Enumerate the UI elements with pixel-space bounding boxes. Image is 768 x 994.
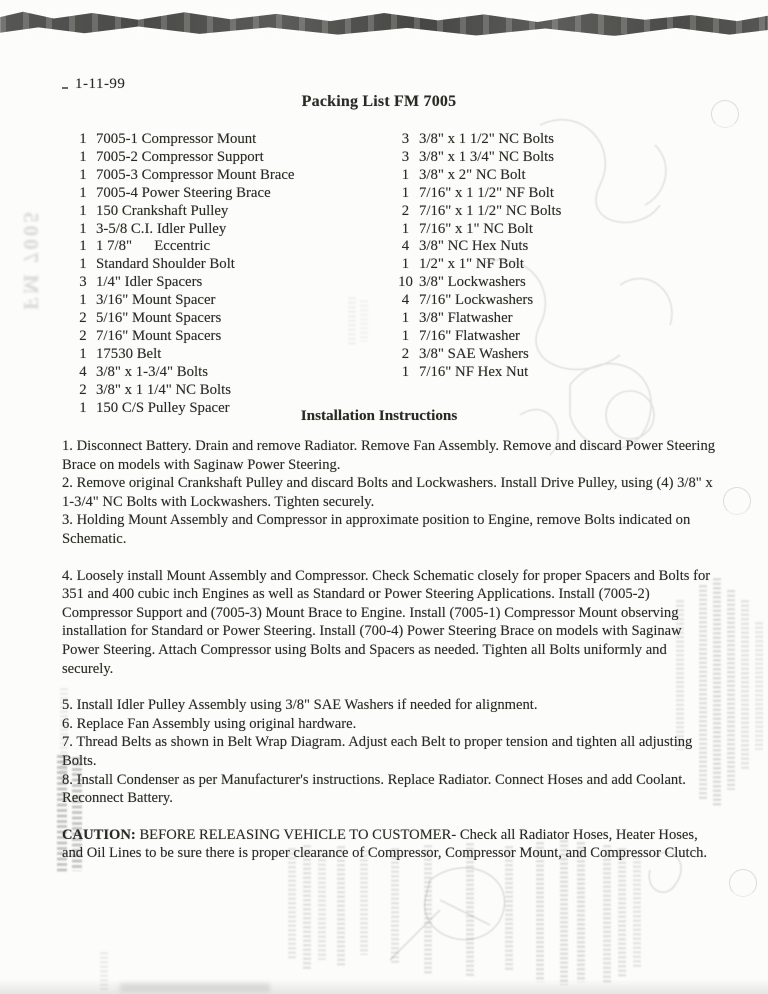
bleedthrough-column bbox=[755, 622, 763, 750]
item-desc: 150 C/S Pulley Spacer bbox=[96, 399, 230, 416]
bleedthrough-column bbox=[577, 842, 585, 982]
bleedthrough-column bbox=[348, 297, 356, 345]
packing-list-item bbox=[395, 328, 561, 346]
item-desc: 150 Crankshaft Pulley bbox=[96, 202, 229, 219]
packing-list-item bbox=[75, 221, 295, 239]
item-qty: 2 bbox=[401, 202, 410, 219]
instruction-step: 1. Disconnect Battery. Drain and remove Radiator. Remove Fan Assembly. Remove and discard Power Steering Brace on models with Saginaw Power Steering. bbox=[62, 438, 716, 473]
instructions-body bbox=[62, 437, 717, 863]
bleedthrough-column bbox=[466, 843, 474, 978]
packing-list-item bbox=[75, 149, 295, 167]
bleedthrough-column bbox=[536, 842, 544, 982]
item-desc: 7/16" Lockwashers bbox=[419, 292, 534, 309]
instruction-step: 4. Loosely install Mount Assembly and Compressor. Check Schematic closely for proper Spacers and Bolts for 351 and 400 cubic inch Engines as well as Standard or Power Steering Applications. Install (7005-2) Compressor Support and (7005-3) Mount Brace to Engine. Install (7005-1) Compressor Mount observing installation for Standard or Power Steering. Install (700-4) Power Steering Brace on models with Saginaw Power Steering. Attach Compressor using Bolts and Spacers as needed. Tighten all Bolts uniformly and securely. bbox=[62, 567, 711, 677]
item-qty: 3 bbox=[401, 148, 410, 165]
item-qty: 1 bbox=[79, 292, 87, 309]
item-desc: 3/8" x 1 3/4" NC Bolts bbox=[419, 148, 554, 165]
item-qty: 3 bbox=[79, 274, 87, 291]
item-desc: 1 7/8" Eccentric bbox=[96, 238, 211, 255]
item-qty: 2 bbox=[401, 345, 410, 362]
item-desc: 17530 Belt bbox=[96, 345, 162, 362]
bleedthrough-column bbox=[391, 848, 399, 963]
item-desc: 7/16" x 1" NC Bolt bbox=[419, 220, 534, 237]
packing-list-left-column bbox=[75, 131, 295, 418]
item-desc: 7005-1 Compressor Mount bbox=[96, 131, 257, 147]
item-desc: 7005-3 Compressor Mount Brace bbox=[96, 166, 295, 183]
item-qty: 1 bbox=[401, 256, 410, 273]
item-qty: 1 bbox=[79, 345, 87, 362]
item-qty: 4 bbox=[401, 292, 410, 309]
item-desc: 3/8" Lockwashers bbox=[419, 274, 526, 291]
item-desc: 1/2" x 1" NF Bolt bbox=[419, 256, 524, 273]
item-desc: 7005-2 Compressor Support bbox=[96, 148, 264, 165]
item-desc: 3/8" x 2" NC Bolt bbox=[419, 166, 526, 183]
item-qty: 1 bbox=[79, 238, 87, 255]
item-desc: 3/8" NC Hex Nuts bbox=[419, 238, 529, 255]
item-qty: 2 bbox=[79, 327, 87, 344]
bleedthrough-column bbox=[741, 600, 749, 770]
bleedthrough-column bbox=[360, 300, 368, 342]
item-qty: 1 bbox=[79, 166, 87, 183]
caution-text: BEFORE RELEASING VEHICLE TO CUSTOMER- Check all Radiator Hoses, Heater Hoses, and Oil Lines to be sure there is proper clearance of Compressor, Compressor Mount, and Compressor Clutch. bbox=[62, 826, 708, 862]
item-desc: 3/8" x 1 1/4" NC Bolts bbox=[96, 381, 231, 398]
item-desc: 7/16" x 1 1/2" NC Bolts bbox=[419, 202, 562, 219]
packing-list-item bbox=[395, 167, 561, 185]
packing-list-item bbox=[395, 203, 561, 221]
packing-list-item bbox=[75, 274, 295, 292]
instructions-heading: Installation Instructions bbox=[300, 407, 458, 424]
instruction-step: 6. Replace Fan Assembly using original hardware. bbox=[62, 715, 357, 732]
bleedthrough-column bbox=[337, 846, 345, 966]
item-qty: 1 bbox=[401, 327, 410, 344]
packing-list-item bbox=[75, 328, 295, 346]
scan-bottom-shadow bbox=[0, 979, 768, 994]
item-qty: 1 bbox=[401, 166, 410, 183]
packing-list-item bbox=[395, 292, 561, 310]
bleedthrough-column bbox=[727, 590, 735, 790]
item-qty: 2 bbox=[79, 310, 87, 327]
packing-list-item bbox=[395, 149, 561, 167]
page-title: Packing List FM 7005 bbox=[301, 93, 457, 110]
packing-list-item bbox=[395, 364, 561, 382]
packing-list-item bbox=[395, 310, 561, 328]
item-desc: 7/16" Flatwasher bbox=[419, 327, 520, 344]
bleedthrough-column bbox=[288, 848, 296, 960]
bleedthrough-column bbox=[303, 845, 311, 970]
item-qty: 10 bbox=[398, 274, 413, 291]
item-qty: 1 bbox=[79, 148, 87, 165]
item-desc: 3/8" Flatwasher bbox=[419, 310, 513, 327]
item-desc: 7/16" NF Hex Nut bbox=[419, 363, 529, 380]
instruction-step: 7. Thread Belts as shown in Belt Wrap Diagram. Adjust each Belt to proper tension and tighten all adjusting Bolts. bbox=[62, 734, 693, 769]
packing-list-item bbox=[395, 274, 561, 292]
item-qty: 1 bbox=[401, 184, 410, 201]
instruction-step: 8. Install Condenser as per Manufacturer's instructions. Replace Radiator. Connect Hoses and add Coolant. Reconnect Battery. bbox=[62, 771, 686, 807]
packing-list-item bbox=[75, 346, 295, 364]
bleedthrough-column bbox=[633, 852, 641, 967]
packing-list-item bbox=[395, 185, 561, 203]
packing-list-right-column bbox=[395, 131, 561, 382]
packing-list-item bbox=[395, 131, 561, 149]
packing-list-item bbox=[75, 238, 295, 256]
item-qty: 1 bbox=[79, 256, 87, 273]
item-qty: 1 bbox=[79, 184, 87, 201]
item-desc: 5/16" Mount Spacers bbox=[96, 310, 222, 327]
packing-list-item bbox=[75, 131, 295, 149]
packing-list-item bbox=[75, 256, 295, 274]
scan-bottom-smudge bbox=[120, 983, 270, 992]
packing-list-item bbox=[75, 203, 295, 221]
item-qty: 4 bbox=[79, 363, 87, 380]
instruction-step: 3. Holding Mount Assembly and Compressor in approximate position to Engine, remove Bolts indicated on Schematic. bbox=[62, 512, 691, 547]
punch-hole bbox=[723, 487, 751, 515]
item-desc: 3/16" Mount Spacer bbox=[96, 292, 216, 309]
packing-list-item bbox=[395, 238, 561, 256]
item-qty: 1 bbox=[401, 363, 410, 380]
bleedthrough-column bbox=[603, 845, 611, 983]
item-qty: 1 bbox=[79, 399, 87, 416]
punch-hole bbox=[729, 869, 757, 897]
item-qty: 1 bbox=[79, 220, 87, 237]
packing-list-item bbox=[395, 346, 561, 364]
item-qty: 1 bbox=[79, 202, 87, 219]
packing-list-item bbox=[395, 256, 561, 274]
item-desc: 7/16" Mount Spacers bbox=[96, 327, 222, 344]
packing-list-item bbox=[395, 221, 561, 239]
packing-list-item bbox=[75, 167, 295, 185]
item-desc: Standard Shoulder Bolt bbox=[96, 256, 235, 273]
packing-list-item bbox=[75, 382, 295, 400]
document-date: 1-11-99 bbox=[75, 76, 126, 92]
item-qty: 3 bbox=[401, 131, 410, 147]
bleedthrough-text: FM 7005 bbox=[19, 209, 43, 310]
bleedthrough-column bbox=[618, 848, 626, 978]
item-desc: 1/4" Idler Spacers bbox=[96, 274, 203, 291]
packing-list-item bbox=[75, 185, 295, 203]
item-qty: 1 bbox=[79, 131, 87, 147]
packing-list-item bbox=[75, 292, 295, 310]
caution-label: CAUTION: bbox=[62, 826, 136, 843]
bleedthrough-column bbox=[505, 846, 513, 971]
packing-list-item bbox=[75, 310, 295, 328]
bleedthrough-column bbox=[318, 850, 326, 960]
item-desc: 3-5/8 C.I. Idler Pulley bbox=[96, 220, 227, 237]
item-desc: 3/8" x 1 1/2" NC Bolts bbox=[419, 131, 554, 147]
item-qty: 1 bbox=[401, 220, 410, 237]
bleedthrough-column bbox=[424, 845, 432, 975]
item-qty: 1 bbox=[401, 310, 410, 327]
scan-edge-speckle bbox=[0, 12, 768, 34]
item-desc: 3/8" x 1-3/4" Bolts bbox=[96, 363, 208, 380]
item-qty: 2 bbox=[79, 381, 87, 398]
item-qty: 4 bbox=[401, 238, 410, 255]
caution-paragraph bbox=[62, 826, 717, 863]
packing-list-item bbox=[75, 364, 295, 382]
item-desc: 7/16" x 1 1/2" NF Bolt bbox=[419, 184, 554, 201]
instruction-step: 2. Remove original Crankshaft Pulley and discard Bolts and Lockwashers. Install Drive Pulley, using (4) 3/8" x 1-3/4" NC Bolts with Lockwashers. Tighten securely. bbox=[62, 475, 713, 510]
instruction-step: 5. Install Idler Pulley Assembly using 3/8" SAE Washers if needed for alignment. bbox=[62, 697, 538, 714]
item-desc: 3/8" SAE Washers bbox=[419, 345, 529, 362]
bleedthrough-column bbox=[360, 850, 368, 955]
item-desc: 7005-4 Power Steering Brace bbox=[96, 184, 271, 201]
